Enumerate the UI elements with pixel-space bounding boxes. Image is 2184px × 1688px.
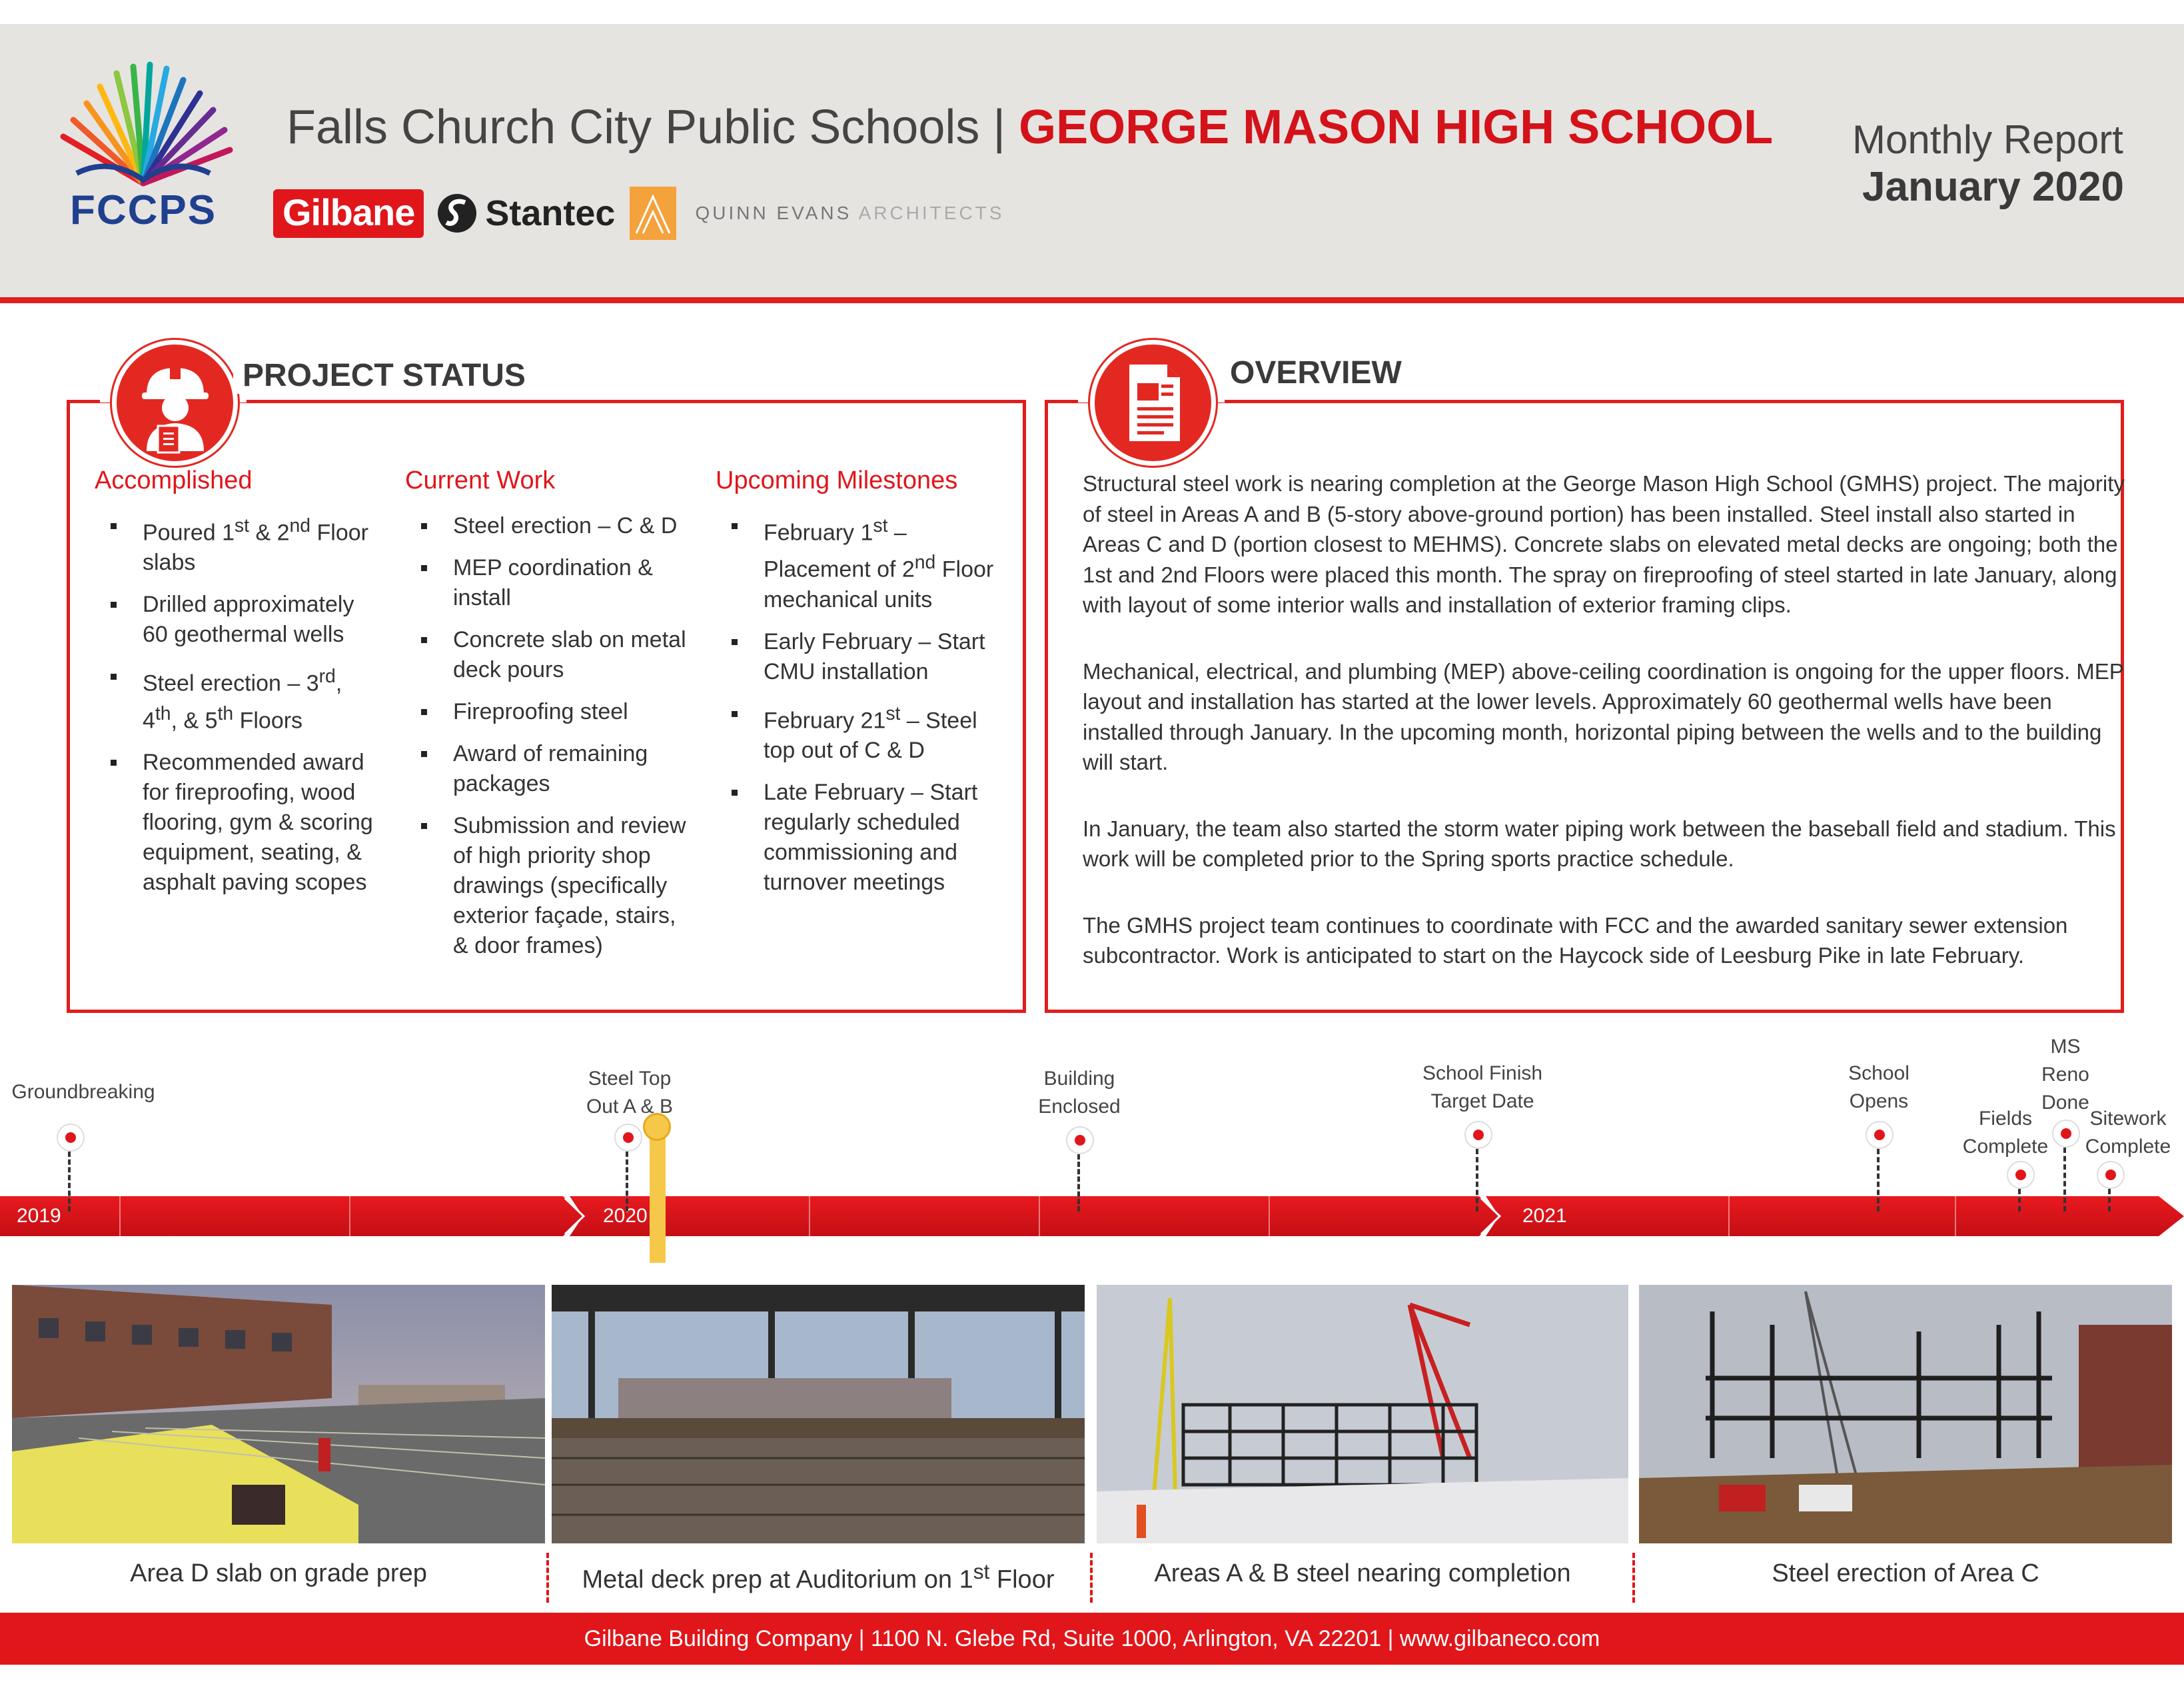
milestone-school-finish: School Finish Target Date xyxy=(1422,1062,1543,1112)
milestone-dot xyxy=(614,1124,642,1152)
list-item: Poured 1st & 2nd Floor slabs xyxy=(95,511,381,578)
accomplished-column xyxy=(95,466,381,910)
qea-sub: ARCHITECTS xyxy=(851,203,1005,223)
list-item: Steel erection – 3rd, 4th, & 5th Floors xyxy=(95,662,381,736)
construction-worker-icon xyxy=(117,345,233,461)
report-date: January 2020 xyxy=(1862,164,2124,210)
upcoming-milestones-column xyxy=(716,466,1002,910)
quinn-evans-mark-icon xyxy=(630,187,676,240)
qea-main: QUINN EVANS xyxy=(695,203,852,223)
timeline-year: 2021 xyxy=(1522,1205,1567,1227)
list-item: Drilled approximately 60 geothermal wells xyxy=(95,590,381,650)
photo-caption: Area D slab on grade prep xyxy=(130,1559,427,1587)
milestone-dot xyxy=(2097,1161,2125,1189)
list-item: Early February – Start CMU installation xyxy=(716,627,1002,687)
milestone-groundbreaking: Groundbreaking xyxy=(11,1081,155,1103)
milestone-dot xyxy=(57,1124,85,1152)
milestone-fields-complete: Fields Complete xyxy=(1962,1108,2049,1158)
title-district: Falls Church City Public Schools | xyxy=(286,101,1019,154)
fccps-book-logo-icon xyxy=(37,57,250,190)
milestone-steel-top-out: Steel Top Out A & B xyxy=(586,1068,674,1118)
site-photo-image xyxy=(552,1285,1085,1543)
milestone-dot xyxy=(2007,1161,2035,1189)
footer: Gilbane Building Company | 1100 N. Glebe Rd, Suite 1000, Arlington, VA 22201 | www.gilbaneco.com xyxy=(0,1613,2184,1665)
milestone-school-opens: School Opens xyxy=(1848,1062,1910,1112)
site-photo-auditorium xyxy=(552,1285,1085,1543)
stantec-mark-icon xyxy=(436,192,478,235)
photo-caption: Areas A & B steel nearing completion xyxy=(1154,1559,1571,1587)
caption-divider xyxy=(1632,1553,1635,1603)
milestone-dot xyxy=(1464,1121,1492,1149)
stantec-logo xyxy=(436,192,615,235)
list-item: February 21st – Steel top out of C & D xyxy=(716,699,1002,766)
project-status-heading: PROJECT STATUS xyxy=(233,357,535,394)
caption-divider xyxy=(546,1553,549,1603)
site-photo-areas-a-b xyxy=(1097,1285,1628,1543)
document-icon xyxy=(1095,345,1211,461)
accomplished-list xyxy=(95,511,381,898)
project-timeline xyxy=(0,1026,2184,1253)
overview-badge xyxy=(1090,340,1216,466)
timeline-bar xyxy=(0,1196,2184,1236)
milestone-connector xyxy=(1077,1154,1080,1212)
overview-heading: OVERVIEW xyxy=(1221,355,1411,391)
list-item: MEP coordination & install xyxy=(405,553,692,613)
current-date-marker xyxy=(650,1120,666,1263)
overview-paragraph: Mechanical, electrical, and plumbing (MEP) above-ceiling coordination is ongoing for the upper floors. MEP layout and installation has started at the lower levels. Approximately 60 geothermal wells have been installed through January. In the upcoming month, horizontal piping between the wells and to the building will start. xyxy=(1083,658,2124,774)
status-badge xyxy=(112,340,238,466)
site-photo-area-c xyxy=(1639,1285,2172,1543)
quinn-evans-logo xyxy=(630,187,1004,240)
milestone-connector xyxy=(626,1152,628,1212)
overview-body xyxy=(1083,468,2135,1007)
overview-paragraph: The GMHS project team continues to coordinate with FCC and the awarded sanitary sewer extension subcontractor. Work is anticipated to start on the Haycock side of Leesburg Pike in late February. xyxy=(1083,912,2068,968)
milestone-ms-reno-done: MS Reno Done xyxy=(2041,1036,2089,1114)
list-item: Late February – Start regularly scheduled commissioning and turnover meetings xyxy=(716,778,1002,898)
photo-caption: Metal deck prep at Auditorium on 1st Floor xyxy=(582,1559,1055,1594)
site-photo-image xyxy=(1639,1285,2172,1543)
gilbane-logo: Gilbane xyxy=(273,189,424,238)
list-item: Fireproofing steel xyxy=(405,697,692,727)
timeline-year: 2020 xyxy=(603,1205,648,1227)
page-title xyxy=(286,100,1773,155)
milestone-connector xyxy=(2018,1189,2021,1212)
milestone-sitework-complete: Sitework Complete xyxy=(2085,1108,2171,1158)
milestone-connector xyxy=(2063,1148,2066,1212)
list-item: Submission and review of high priority shop drawings (specifically exterior façade, stairs, & door frames) xyxy=(405,811,692,961)
overview-paragraph: Structural steel work is nearing completion at the George Mason High School (GMHS) project. The majority of steel in Areas A and B (5-story above-ground portion) has been installed. Steel install also started in Areas C and D (portion closest to MEHMS). Concrete slabs on elevated metal decks are ongoing; both the 1st and 2nd Floors were placed this month. The spray on fireproofing of steel started in late January, along with layout of some interior walls and installation of exterior framing clips. xyxy=(1083,471,2125,617)
upcoming-milestones-title: Upcoming Milestones xyxy=(716,466,958,494)
milestone-connector xyxy=(68,1152,71,1212)
current-work-list xyxy=(405,511,692,961)
stantec-logo-text: Stantec xyxy=(485,193,616,233)
list-item: Recommended award for fireproofing, wood flooring, gym & scoring equipment, seating, & asphalt paving scopes xyxy=(95,748,381,898)
milestone-connector xyxy=(2108,1189,2111,1212)
timeline-year: 2019 xyxy=(17,1205,61,1227)
list-item: Award of remaining packages xyxy=(405,739,692,799)
overview-paragraph: In January, the team also started the storm water piping work between the baseball field and stadium. This work will be completed prior to the Spring sports practice schedule. xyxy=(1083,816,2116,871)
milestone-connector xyxy=(1877,1149,1880,1212)
current-work-title: Current Work xyxy=(405,466,556,494)
photo-caption: Steel erection of Area C xyxy=(1772,1559,2039,1587)
report-header xyxy=(0,24,2184,303)
caption-divider xyxy=(1090,1553,1093,1603)
fccps-logo-text: FCCPS xyxy=(70,187,217,233)
partner-logos xyxy=(273,187,1004,240)
list-item: February 1st – Placement of 2nd Floor mechanical units xyxy=(716,511,1002,615)
report-label: Monthly Report xyxy=(1852,117,2123,162)
upcoming-milestones-list xyxy=(716,511,1002,898)
list-item: Steel erection – C & D xyxy=(405,511,692,541)
title-school: GEORGE MASON HIGH SCHOOL xyxy=(1019,101,1774,154)
current-work-column xyxy=(405,466,692,973)
milestone-dot xyxy=(1866,1121,1894,1149)
milestone-building-enclosed: Building Enclosed xyxy=(1038,1068,1121,1118)
quinn-evans-text xyxy=(695,203,1004,224)
list-item: Concrete slab on metal deck pours xyxy=(405,625,692,685)
site-photo-image xyxy=(12,1285,545,1543)
milestone-connector xyxy=(1476,1149,1478,1212)
site-photo-image xyxy=(1097,1285,1628,1543)
milestone-dot xyxy=(1066,1126,1094,1154)
accomplished-title: Accomplished xyxy=(95,466,253,494)
site-photo-area-d xyxy=(12,1285,545,1543)
